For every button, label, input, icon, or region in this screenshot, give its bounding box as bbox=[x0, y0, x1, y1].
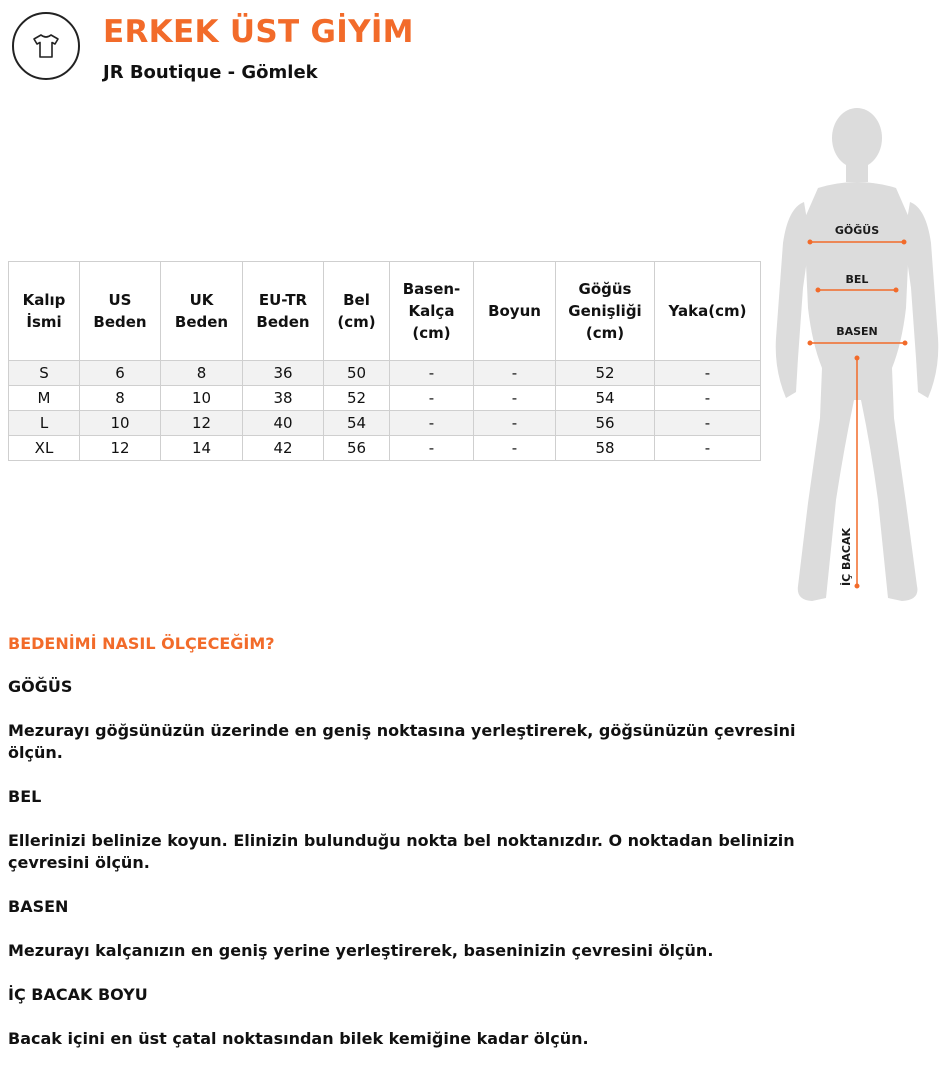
table-cell: 54 bbox=[556, 386, 655, 411]
header-text: EU-TR bbox=[258, 291, 308, 309]
table-cell: 12 bbox=[161, 411, 243, 436]
header-text: Beden bbox=[256, 313, 310, 331]
table-cell: - bbox=[474, 436, 556, 461]
table-header-cell bbox=[655, 262, 761, 361]
guide-section-title: BASEN bbox=[8, 897, 69, 916]
header-text: Kalça bbox=[408, 302, 455, 320]
guide-section-text: Mezurayı göğsünüzün üzerinde en geniş noktasına yerleştirerek, göğsünüzün çevresini ölçün. bbox=[8, 721, 796, 762]
table-cell: - bbox=[655, 361, 761, 386]
table-header-cell bbox=[9, 262, 80, 361]
guide-heading: BEDENİMİ NASIL ÖLÇECEĞİM? bbox=[8, 634, 275, 653]
page-subtitle: JR Boutique - Gömlek bbox=[103, 62, 318, 83]
table-row bbox=[9, 411, 761, 436]
page-title: ERKEK ÜST GİYİM bbox=[103, 14, 414, 50]
table-row bbox=[9, 436, 761, 461]
chest-label: GÖĞÜS bbox=[834, 224, 880, 237]
table-cell: - bbox=[655, 411, 761, 436]
table-cell: 56 bbox=[556, 411, 655, 436]
table-cell: 38 bbox=[243, 386, 324, 411]
table-cell: - bbox=[655, 436, 761, 461]
table-cell: 42 bbox=[243, 436, 324, 461]
table-cell: XL bbox=[9, 436, 80, 461]
guide-sections bbox=[8, 677, 798, 1050]
table-cell: - bbox=[390, 411, 474, 436]
table-cell: 8 bbox=[80, 386, 161, 411]
header-text: Yaka(cm) bbox=[668, 302, 747, 320]
guide-section-text: Bacak içini en üst çatal noktasından bilek kemiğine kadar ölçün. bbox=[8, 1029, 589, 1048]
table-row bbox=[9, 386, 761, 411]
table-header-cell bbox=[243, 262, 324, 361]
header-text: Kalıp bbox=[22, 291, 66, 309]
header-text: Beden bbox=[93, 313, 147, 331]
table-cell: - bbox=[655, 386, 761, 411]
table-cell: 56 bbox=[324, 436, 390, 461]
guide-section-title: İÇ BACAK BOYU bbox=[8, 985, 148, 1004]
table-cell: 6 bbox=[80, 361, 161, 386]
table-cell: 12 bbox=[80, 436, 161, 461]
table-cell: 10 bbox=[161, 386, 243, 411]
table-cell: 36 bbox=[243, 361, 324, 386]
header-text: Bel bbox=[343, 291, 370, 309]
table-cell: - bbox=[474, 386, 556, 411]
table-cell: 52 bbox=[556, 361, 655, 386]
table-cell: 8 bbox=[161, 361, 243, 386]
table-header-cell bbox=[161, 262, 243, 361]
header-text: (cm) bbox=[585, 324, 625, 342]
hip-label: BASEN bbox=[836, 325, 878, 338]
table-cell: 40 bbox=[243, 411, 324, 436]
header-text: Basen- bbox=[402, 280, 461, 298]
body-measurement-figure bbox=[770, 108, 945, 608]
table-header-cell bbox=[474, 262, 556, 361]
guide-section-text: Ellerinizi belinize koyun. Elinizin bulunduğu nokta bel noktanızdır. O noktadan belinizin çevresini ölçün. bbox=[8, 831, 795, 872]
guide-section-text: Mezurayı kalçanızın en geniş yerine yerleştirerek, baseninizin çevresini ölçün. bbox=[8, 941, 714, 960]
header-text: Göğüs bbox=[578, 280, 632, 298]
inseam-label: İÇ BACAK bbox=[840, 527, 853, 586]
table-cell: 52 bbox=[324, 386, 390, 411]
waist-label: BEL bbox=[845, 273, 869, 286]
table-header-cell bbox=[324, 262, 390, 361]
guide-section-title: GÖĞÜS bbox=[8, 677, 73, 696]
table-header-cell bbox=[80, 262, 161, 361]
table-header-cell bbox=[390, 262, 474, 361]
table-cell: - bbox=[474, 411, 556, 436]
table-cell: 58 bbox=[556, 436, 655, 461]
size-table bbox=[8, 261, 761, 461]
table-cell: - bbox=[390, 386, 474, 411]
guide-section-title: BEL bbox=[8, 787, 42, 806]
table-row bbox=[9, 361, 761, 386]
logo-badge bbox=[12, 12, 80, 80]
header-text: UK bbox=[189, 291, 214, 309]
table-cell: 50 bbox=[324, 361, 390, 386]
tshirt-icon bbox=[31, 32, 61, 60]
table-cell: 14 bbox=[161, 436, 243, 461]
header-text: Beden bbox=[174, 313, 229, 331]
measurement-guide bbox=[8, 634, 798, 1073]
table-cell: S bbox=[9, 361, 80, 386]
table-cell: L bbox=[9, 411, 80, 436]
header-text: Boyun bbox=[488, 302, 541, 320]
table-cell: 54 bbox=[324, 411, 390, 436]
table-cell: M bbox=[9, 386, 80, 411]
table-header-row bbox=[9, 262, 761, 361]
table-cell: - bbox=[390, 361, 474, 386]
header-text: Genişliği bbox=[568, 302, 642, 320]
header-text: (cm) bbox=[337, 313, 376, 331]
table-cell: - bbox=[474, 361, 556, 386]
header-text: US bbox=[108, 291, 132, 309]
table-cell: - bbox=[390, 436, 474, 461]
header-text: İsmi bbox=[26, 313, 62, 331]
table-header-cell bbox=[556, 262, 655, 361]
table-cell: 10 bbox=[80, 411, 161, 436]
header-text: (cm) bbox=[412, 324, 451, 342]
